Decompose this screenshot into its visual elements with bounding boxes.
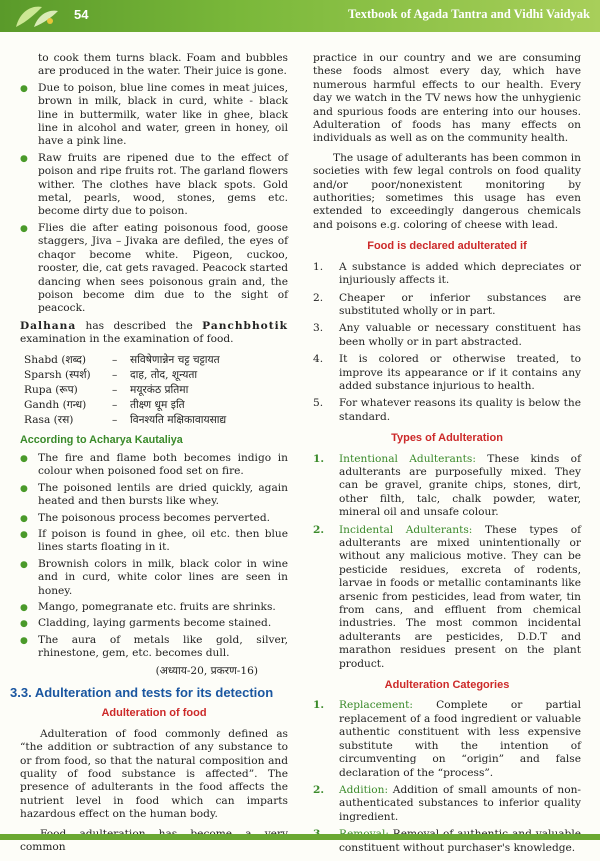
- item-text: It is colored or otherwise treated, to improve its appearance or if it contains any added substance injurious to health.: [339, 353, 581, 392]
- definition-paragraph: Adulteration of food commonly defined as “the addition or subtraction of any substance to or from food, so that the natural composition and quality of food substance is affected”. The presence of adulterants in the food affects the nutrient level in food which can imparts hazardous effect on the human body.: [20, 727, 288, 821]
- sense-desc: दाह, तोद, शून्यता: [130, 368, 198, 381]
- list-item: [313, 292, 581, 319]
- item-number: 4.: [313, 353, 324, 366]
- sense-term: Gandh (गन्ध): [24, 398, 87, 411]
- list-item: ● Mango, pomegranate etc. fruits are shrinks.: [20, 601, 288, 614]
- sense-dash: –: [112, 413, 118, 426]
- table-row: [24, 398, 226, 413]
- sense-dash: –: [112, 398, 118, 411]
- list-item: ● If poison is found in ghee, oil etc. then blue lines starts floating in it.: [20, 528, 288, 555]
- list-item: ● Cladding, laying garments become stained.: [20, 617, 288, 630]
- list-item: ● Brownish colors in milk, black color in wine and in curd, white color lines are seen in honey.: [20, 558, 288, 598]
- sense-desc: सविषेणान्नेन चट्ट चट्टायत: [130, 353, 220, 366]
- sense-dash: –: [112, 368, 118, 381]
- sense-term: Sparsh (स्पर्श): [24, 368, 91, 381]
- page-number: 54: [74, 7, 89, 22]
- panchbhotik-term: Panchbhotik: [202, 319, 288, 332]
- dalhana-text-end: examination in the examination of food.: [20, 333, 234, 346]
- item-term: Incidental Adulterants:: [339, 523, 473, 536]
- sense-term: Rupa (रूप): [24, 383, 78, 396]
- item-text: Complete or partial replacement of a food ingredient or valuable authentic constituent with less expensive substitute with the intention of circumventing on “origin” and false declaration of the “process”.: [339, 699, 581, 779]
- list-item: [313, 261, 581, 288]
- table-row: [24, 353, 226, 368]
- table-row: [24, 368, 226, 383]
- list-item: ● The aura of metals like gold, silver, rhinestone, gem, etc. becomes dull.: [20, 634, 288, 661]
- item-number: 2.: [313, 291, 324, 304]
- list-item: ● Flies die after eating poisonous food, goose staggers, Jiva – Jivaka are defiled, the eyes of chaqor become white. Pigeon, cuckoo, rooster, die, cat gets ravaged. Peacock started dancing when sees poisonous grain and, the poison become dim due to the sight of peacock.: [20, 222, 288, 316]
- list-item: ● Due to poison, blue line comes in meat juices, brown in milk, black in curd, white - black line in buttermilk, water like in ghee, black line in alcohol and water, green in honey, oil have a pink line.: [20, 82, 288, 149]
- item-number: 1.: [313, 452, 325, 465]
- types-list: [313, 453, 581, 672]
- item-term: Addition:: [339, 783, 389, 796]
- dalhana-text: has described the: [76, 319, 203, 332]
- list-item: ● The poisoned lentils are dried quickly, again heated and then bursts like whey.: [20, 482, 288, 509]
- sense-desc: विनश्यति मक्षिकावायसाद्य: [130, 413, 227, 426]
- list-item: [313, 699, 581, 779]
- item-number: 5.: [313, 397, 324, 410]
- list-item: ● The poisonous process becomes perverted.: [20, 512, 288, 525]
- kautaliya-list: [20, 452, 288, 661]
- list-item: [313, 784, 581, 824]
- common-paragraph: common: [20, 841, 66, 854]
- section-heading: 3.3. Adulteration and tests for its detection: [10, 685, 274, 701]
- adulterated-heading: Food is declared adulterated if: [367, 240, 527, 253]
- table-row: [24, 383, 226, 398]
- page-footer-bar: [0, 834, 600, 840]
- sense-desc: मयूरकंठ प्रतिमा: [130, 383, 189, 396]
- continuation-paragraph: practice in our country and we are consuming these foods almost every day, which have numerous harmful effects to our health. Every day we watch in the TV news how the unhygienic and spurious foods are entering into our houses. Adulteration of foods has many effects on individuals as well as on the community health.: [313, 52, 581, 145]
- list-item: [313, 453, 581, 520]
- right-column: [313, 52, 581, 859]
- item-text: These kinds of adulterants are purposefully mixed. They can be gravel, granite chips, stones, dirt, other filth, talc, chalk powder, water, mineral oil and unsafe colour.: [339, 452, 581, 519]
- usage-paragraph: The usage of adulterants has been common in societies with few legal controls on food quality and/or poor/nonexistent monitoring by authorities; sometimes this usage has even extended to exceedingly dangerous chemicals and poisons e.g. coloring of cheese with lead.: [313, 151, 581, 231]
- list-item: [313, 397, 581, 424]
- leaf-logo-icon: [12, 3, 62, 29]
- sense-dash: –: [112, 353, 118, 366]
- page-header: [0, 0, 600, 32]
- poison-effects-list: [20, 82, 288, 316]
- item-text: Cheaper or inferior substances are substituted wholly or in part.: [339, 291, 581, 317]
- item-number: 2.: [313, 523, 325, 536]
- citation: (अध्याय-20, प्रकरण-16): [155, 664, 258, 677]
- sense-term: Shabd (शब्द): [24, 353, 86, 366]
- item-text: Any valuable or necessary constituent has been wholly or in part abstracted.: [339, 322, 581, 348]
- item-text: For whatever reasons its quality is below the standard.: [339, 397, 581, 423]
- item-term: Intentional Adulterants:: [339, 452, 476, 465]
- categories-heading: Adulteration Categories: [384, 679, 510, 692]
- item-text: constituent without purchaser's knowledge.: [339, 841, 576, 854]
- intro-paragraph: to cook them turns black. Foam and bubbles are produced in the water. Their juice is gone.: [38, 52, 288, 78]
- book-title: Textbook of Agada Tantra and Vidhi Vaidyak: [347, 7, 590, 21]
- item-text: A substance is added which depreciates or injuriously affects it.: [339, 260, 581, 287]
- food-adulteration-subheading: Adulteration of food: [101, 707, 207, 720]
- item-number: 2.: [313, 783, 325, 796]
- item-text: Addition of small amounts of non-authenticated substances to inferior quality ingredient.: [339, 783, 581, 823]
- item-number: 1.: [313, 260, 324, 273]
- list-item: ● The fire and flame both becomes indigo in colour when poisoned food set on fire.: [20, 452, 288, 479]
- left-column: [10, 52, 288, 861]
- senses-table: [24, 353, 226, 428]
- table-row: [24, 413, 226, 428]
- adulterated-list: [313, 261, 581, 424]
- sense-dash: –: [112, 383, 118, 396]
- sense-term: Rasa (रस): [24, 413, 74, 426]
- kautaliya-heading: According to Acharya Kautaliya: [20, 433, 183, 446]
- sense-desc: तीक्ष्ण धूम इति: [130, 398, 185, 411]
- categories-list: [313, 699, 581, 854]
- list-item: ● Raw fruits are ripened due to the effect of poison and ripe fruits rot. The garland flowers wither. The clothes have black spots. Gold metal, pearls, wood, stones, gems etc. become dirty due to poison.: [20, 152, 288, 219]
- list-item: [313, 322, 581, 349]
- dalhana-name: Dalhana: [20, 319, 77, 332]
- list-item: [313, 353, 581, 393]
- item-term: Replacement:: [339, 699, 413, 712]
- item-text: These types of adulterants are mixed unintentionally or without any malicious motive. They can be pesticide residues, excreta of rodents, larvae in foods or metallic contaminants like arsenic from pesticides, lead from water, tin from cans, and effluent from chemical industries. The most common incidental adulterants are pesticides, D.D.T and marathon residues present on the plant product.: [339, 523, 581, 670]
- list-item: [313, 828, 581, 855]
- item-number: 3.: [313, 322, 324, 335]
- dalhana-paragraph: [20, 320, 288, 347]
- list-item: [313, 524, 581, 671]
- types-heading: Types of Adulteration: [391, 432, 503, 445]
- item-number: 1.: [313, 699, 325, 712]
